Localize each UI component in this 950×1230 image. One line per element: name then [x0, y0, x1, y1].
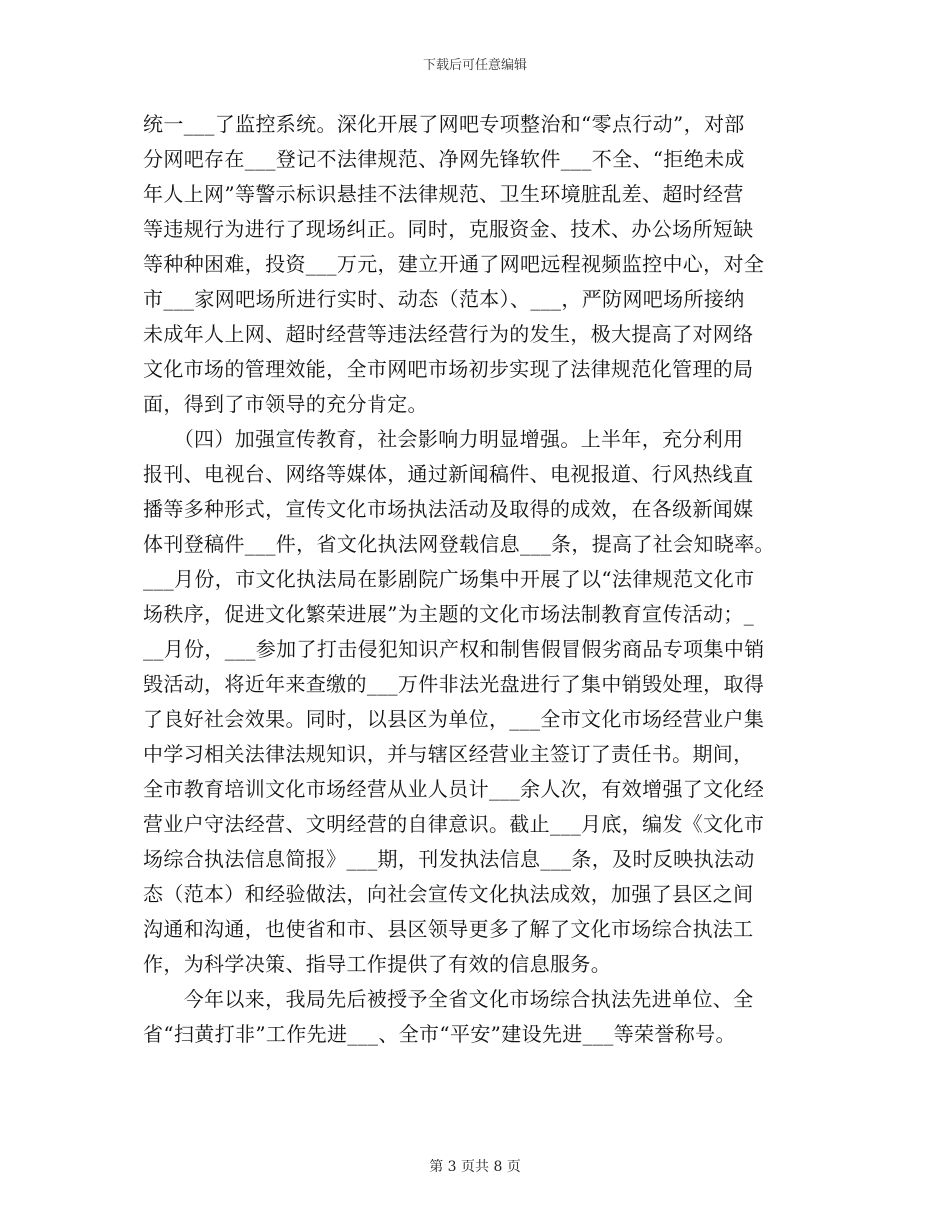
page-header: 下载后可任意编辑 [422, 58, 527, 73]
text-line: 等违规行为进行了现场纠正。同时，克服资金、技术、办公场所短缺 [143, 217, 754, 241]
text-line: 等种种困难，投资___万元，建立开通了网吧远程视频监控中心，对全 [143, 252, 765, 276]
text-line: 全市教育培训文化市场经营从业人员计___余人次，有效增强了文化经 [143, 777, 765, 801]
text-line: 了良好社会效果。同时，以县区为单位，___全市文化市场经营业户集 [143, 707, 765, 731]
text-line: 中学习相关法律法规知识，并与辖区经营业主签订了责任书。期间， [143, 742, 754, 766]
page-number: 第 3 页共 8 页 [429, 1159, 521, 1175]
text-line: __月份，___参加了打击侵犯知识产权和制售假冒假劣商品专项集中销 [143, 637, 765, 661]
text-line: 沟通和沟通，也使省和市、县区领导更多了解了文化市场综合执法工 [143, 917, 754, 941]
text-line: 统一___了监控系统。深化开展了网吧专项整治和“零点行动”，对部 [143, 112, 745, 136]
text-line: 分网吧存在___登记不法律规范、净网先锋软件___不全、“拒绝未成 [143, 147, 745, 171]
text-line: 场秩序，促进文化繁荣进展”为主题的文化市场法制教育宣传活动；_ [143, 602, 755, 626]
body-text [143, 107, 815, 1052]
text-line: （四）加强宣传教育，社会影响力明显增强。上半年，充分利用 [143, 427, 744, 451]
text-line: 毁活动，将近年来查缴的___万件非法光盘进行了集中销毁处理，取得 [143, 672, 765, 696]
text-line: 未成年人上网、超时经营等违法经营行为的发生，极大提高了对网络 [143, 322, 754, 346]
text-line: 今年以来，我局先后被授予全省文化市场综合执法先进单位、全 [143, 987, 754, 1011]
text-line: 播等多种形式，宣传文化市场执法活动及取得的成效，在各级新闻媒 [143, 497, 754, 521]
text-line: 体刊登稿件___件，省文化执法网登载信息___条，提高了社会知晓率。 [143, 532, 775, 556]
text-line: 场综合执法信息简报》___期，刊发执法信息___条，及时反映执法动 [143, 847, 755, 871]
text-line: 省“扫黄打非”工作先进___、全市“平安”建设先进___等荣誉称号。 [143, 1022, 736, 1046]
text-line: 面，得到了市领导的充分肯定。 [143, 392, 428, 416]
text-line: 年人上网”等警示标识悬挂不法律规范、卫生环境脏乱差、超时经营 [143, 182, 744, 206]
text-line: 市___家网吧场所进行实时、动态（范本）、___，严防网吧场所接纳 [143, 287, 745, 311]
text-line: 作，为科学决策、指导工作提供了有效的信息服务。 [143, 952, 612, 976]
text-line: ___月份，市文化执法局在影剧院广场集中开展了以“法律规范文化市 [143, 567, 755, 591]
text-line: 营业户守法经营、文明经营的自律意识。截止___月底，编发《文化市 [143, 812, 765, 836]
text-line: 态（范本）和经验做法，向社会宣传文化执法成效，加强了县区之间 [143, 882, 754, 906]
text-line: 文化市场的管理效能，全市网吧市场初步实现了法律规范化管理的局 [143, 357, 754, 381]
text-line: 报刊、电视台、网络等媒体，通过新闻稿件、电视报道、行风热线直 [143, 462, 754, 486]
